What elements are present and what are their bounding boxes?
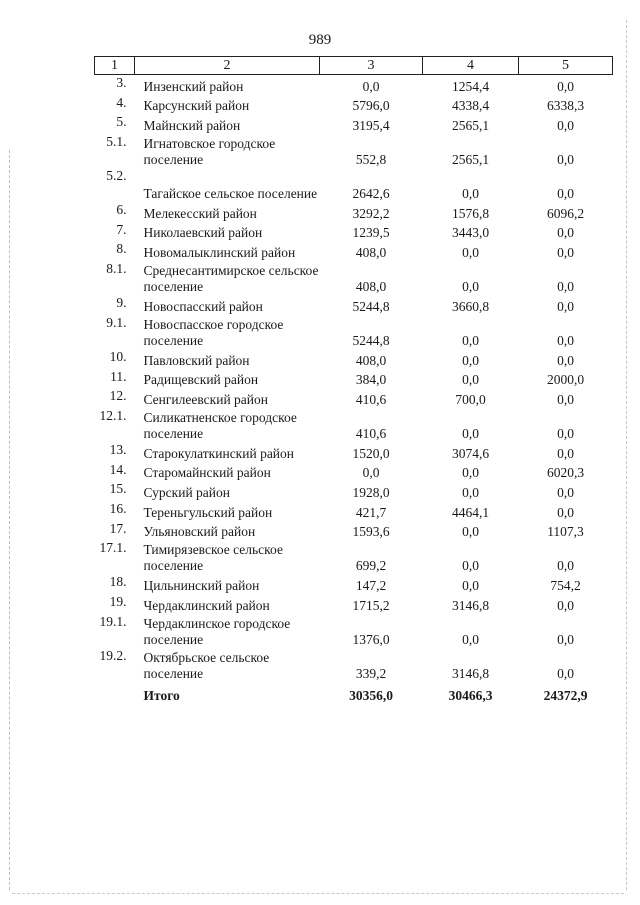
row-value-col5: 0,0 — [557, 186, 574, 202]
table-row — [95, 202, 613, 222]
row-value-col5: 0,0 — [557, 558, 574, 574]
row-name: Тагайское сельское поселение — [143, 186, 318, 202]
table-row — [95, 388, 613, 408]
table-row — [95, 222, 613, 242]
row-value-col5: 0,0 — [557, 597, 574, 613]
row-value-col4: 0,0 — [462, 465, 479, 481]
row-name: Радищевский район — [143, 372, 259, 388]
row-value-col4: 0,0 — [462, 558, 479, 574]
header-cell-4: 4 — [423, 57, 519, 75]
row-value-col3: 5244,8 — [352, 298, 390, 314]
row-value-col3: 384,0 — [355, 372, 387, 388]
table-row — [95, 369, 613, 389]
row-value-col3: 2642,6 — [352, 186, 390, 202]
row-value-col5: 0,0 — [557, 352, 574, 368]
row-value-col4: 0,0 — [462, 352, 479, 368]
table-row — [95, 594, 613, 614]
page-number: 989 — [308, 32, 332, 48]
row-name: Новоспасское городское поселение — [143, 316, 284, 348]
table-row — [95, 481, 613, 501]
row-number: 11. — [110, 368, 127, 384]
row-value-col5: 0,0 — [557, 78, 574, 94]
scan-edge-left — [9, 150, 10, 890]
table-row — [95, 241, 613, 261]
row-value-col5: 0,0 — [557, 118, 574, 134]
row-name: Игнатовское городское поселение — [143, 136, 276, 168]
row-name: Павловский район — [143, 352, 250, 368]
header-row — [95, 57, 613, 75]
row-value-col3: 408,0 — [355, 279, 387, 295]
row-value-col4: 0,0 — [462, 279, 479, 295]
row-number: 19.2. — [99, 647, 127, 663]
row-value-col4: 3443,0 — [451, 225, 490, 241]
row-number: 6. — [116, 202, 127, 218]
row-value-col4: 4464,1 — [451, 504, 490, 520]
table-row — [95, 261, 613, 295]
table-row — [95, 540, 613, 574]
total-value-col4: 30466,3 — [448, 687, 493, 703]
row-number: 14. — [109, 461, 127, 477]
table-row — [95, 501, 613, 521]
row-number: 8. — [116, 241, 127, 257]
row-value-col3: 552,8 — [355, 152, 387, 168]
row-value-col4: 2565,1 — [451, 152, 490, 168]
table-row — [95, 315, 613, 349]
row-value-col5: 0,0 — [557, 279, 574, 295]
table-row — [95, 648, 613, 682]
row-number: 15. — [109, 481, 127, 497]
row-value-col5: 2000,0 — [546, 372, 585, 388]
row-value-col3: 5244,8 — [352, 332, 390, 348]
row-value-col5: 1107,3 — [547, 524, 584, 540]
row-value-col5: 0,0 — [557, 504, 574, 520]
row-value-col5: 0,0 — [557, 245, 574, 261]
row-number: 19.1. — [99, 613, 127, 629]
row-name: Силикатненское городское поселение — [143, 409, 297, 441]
row-value-col3: 408,0 — [355, 352, 387, 368]
total-value-col5: 24372,9 — [543, 687, 588, 703]
total-label: Итого — [143, 687, 180, 703]
row-value-col5: 6338,3 — [546, 98, 585, 114]
row-value-col3: 1520,0 — [352, 445, 390, 461]
table-row — [95, 114, 613, 134]
row-value-col5: 0,0 — [557, 484, 574, 500]
row-value-col4: 0,0 — [462, 425, 479, 441]
row-value-col5: 754,2 — [550, 578, 581, 593]
row-value-col3: 1239,5 — [352, 225, 390, 241]
row-value-col5: 0,0 — [557, 225, 574, 241]
row-value-col4: 0,0 — [462, 372, 479, 388]
row-name: Сурский район — [143, 484, 230, 500]
row-name: Тимирязевское сельское поселение — [143, 542, 283, 574]
row-number: 17.1. — [99, 540, 127, 556]
table-row — [95, 462, 613, 482]
row-name: Чердаклинское городское поселение — [143, 615, 291, 647]
row-value-col3: 1715,2 — [352, 597, 390, 613]
row-name: Чердаклинский район — [143, 597, 270, 613]
row-number: 8.1. — [106, 261, 127, 277]
table-row — [95, 295, 613, 315]
row-number: 12.1. — [99, 407, 127, 423]
row-value-col5: 0,0 — [557, 391, 574, 407]
row-name: Тереньгульский район — [143, 504, 273, 520]
row-number: 12. — [109, 388, 127, 404]
row-name: Мелекесский район — [143, 205, 257, 221]
table-row — [95, 134, 613, 168]
row-value-col4: 0,0 — [462, 524, 479, 540]
row-value-col4: 4338,4 — [451, 98, 490, 114]
row-value-col4: 3146,8 — [451, 597, 490, 613]
row-value-col3: 1376,0 — [352, 631, 390, 647]
row-value-col3: 5796,0 — [352, 98, 390, 114]
row-value-col3: 699,2 — [355, 558, 387, 574]
header-cell-3: 3 — [320, 57, 423, 75]
row-value-col4: 0,0 — [462, 578, 479, 593]
row-name: Майнский район — [143, 118, 241, 134]
row-name: Октябрьское сельское поселение — [143, 649, 270, 681]
table-row — [95, 408, 613, 442]
row-value-col4: 1254,4 — [451, 78, 490, 94]
row-value-col4: 3146,8 — [451, 665, 490, 681]
row-value-col3: 410,6 — [355, 425, 387, 441]
row-value-col5: 0,0 — [557, 445, 574, 461]
row-value-col4: 3660,8 — [451, 298, 490, 314]
total-value-col3: 30356,0 — [349, 687, 393, 703]
table-row — [95, 521, 613, 541]
row-number: 5.2. — [106, 168, 127, 184]
row-name: Карсунский район — [143, 98, 250, 114]
row-value-col3: 1928,0 — [352, 484, 390, 500]
table-row — [95, 574, 613, 594]
row-value-col3: 410,6 — [355, 391, 387, 407]
row-name: Цильнинский район — [143, 578, 260, 593]
row-value-col4: 3074,6 — [451, 445, 490, 461]
row-name: Ульяновский район — [143, 524, 256, 540]
row-name: Николаевский район — [143, 225, 263, 241]
row-value-col5: 0,0 — [557, 631, 574, 647]
row-number: 5. — [116, 114, 127, 130]
row-number: 7. — [116, 221, 127, 237]
row-name: Старокулаткинский район — [143, 445, 295, 461]
table-row — [95, 614, 613, 648]
table-body — [95, 75, 613, 682]
table-row — [95, 95, 613, 115]
row-value-col3: 3195,4 — [352, 118, 390, 134]
row-value-col3: 339,2 — [355, 665, 387, 681]
row-number: 16. — [109, 500, 127, 516]
row-value-col4: 0,0 — [462, 631, 479, 647]
header-cell-1: 1 — [95, 57, 135, 75]
row-value-col5: 0,0 — [557, 425, 574, 441]
row-name: Сенгилеевский район — [143, 391, 268, 407]
row-number: 17. — [109, 520, 127, 536]
table-row — [95, 168, 613, 202]
row-value-col4: 0,0 — [462, 332, 479, 348]
row-value-col3: 1593,6 — [352, 524, 390, 540]
row-value-col5: 6096,2 — [546, 205, 585, 221]
table-row — [95, 442, 613, 462]
report-table — [94, 56, 613, 704]
row-value-col3: 3292,2 — [352, 205, 390, 221]
row-value-col5: 0,0 — [557, 332, 574, 348]
row-value-col3: 0,0 — [362, 78, 380, 94]
scan-edge-bottom — [12, 893, 624, 894]
row-number: 3. — [116, 75, 127, 90]
total-row — [95, 682, 613, 704]
row-number: 9. — [116, 295, 127, 311]
row-name: Новоспасский район — [143, 298, 263, 314]
row-value-col4: 1576,8 — [451, 205, 490, 221]
row-name: Старомайнский район — [143, 465, 271, 481]
row-value-col5: 6020,3 — [546, 465, 585, 481]
row-value-col4: 0,0 — [462, 186, 479, 202]
total-number-cell — [95, 682, 135, 704]
header-cell-5: 5 — [519, 57, 613, 75]
row-value-col5: 0,0 — [557, 298, 574, 314]
row-number: 4. — [116, 94, 127, 110]
row-number: 13. — [109, 441, 127, 457]
scan-edge-right — [626, 20, 627, 890]
row-value-col3: 147,2 — [355, 578, 387, 593]
row-value-col5: 0,0 — [557, 152, 574, 168]
row-value-col3: 408,0 — [355, 245, 387, 261]
row-number: 19. — [109, 594, 127, 609]
row-number: 18. — [109, 574, 127, 590]
table-row — [95, 349, 613, 369]
row-value-col5: 0,0 — [557, 665, 574, 681]
row-number: 9.1. — [106, 314, 127, 330]
row-value-col4: 700,0 — [455, 391, 486, 407]
row-value-col4: 2565,1 — [451, 118, 490, 134]
row-number: 10. — [109, 348, 127, 364]
row-value-col4: 0,0 — [462, 484, 479, 500]
table-row — [95, 75, 613, 95]
row-value-col4: 0,0 — [462, 245, 479, 261]
row-value-col3: 0,0 — [362, 465, 380, 481]
row-number: 5.1. — [106, 134, 127, 150]
header-cell-2: 2 — [135, 57, 320, 75]
row-name: Новомалыклинский район — [143, 245, 296, 261]
row-value-col3: 421,7 — [355, 504, 387, 520]
row-name: Среднесантимирское сельское поселение — [143, 263, 319, 295]
row-name: Инзенский район — [143, 78, 244, 94]
